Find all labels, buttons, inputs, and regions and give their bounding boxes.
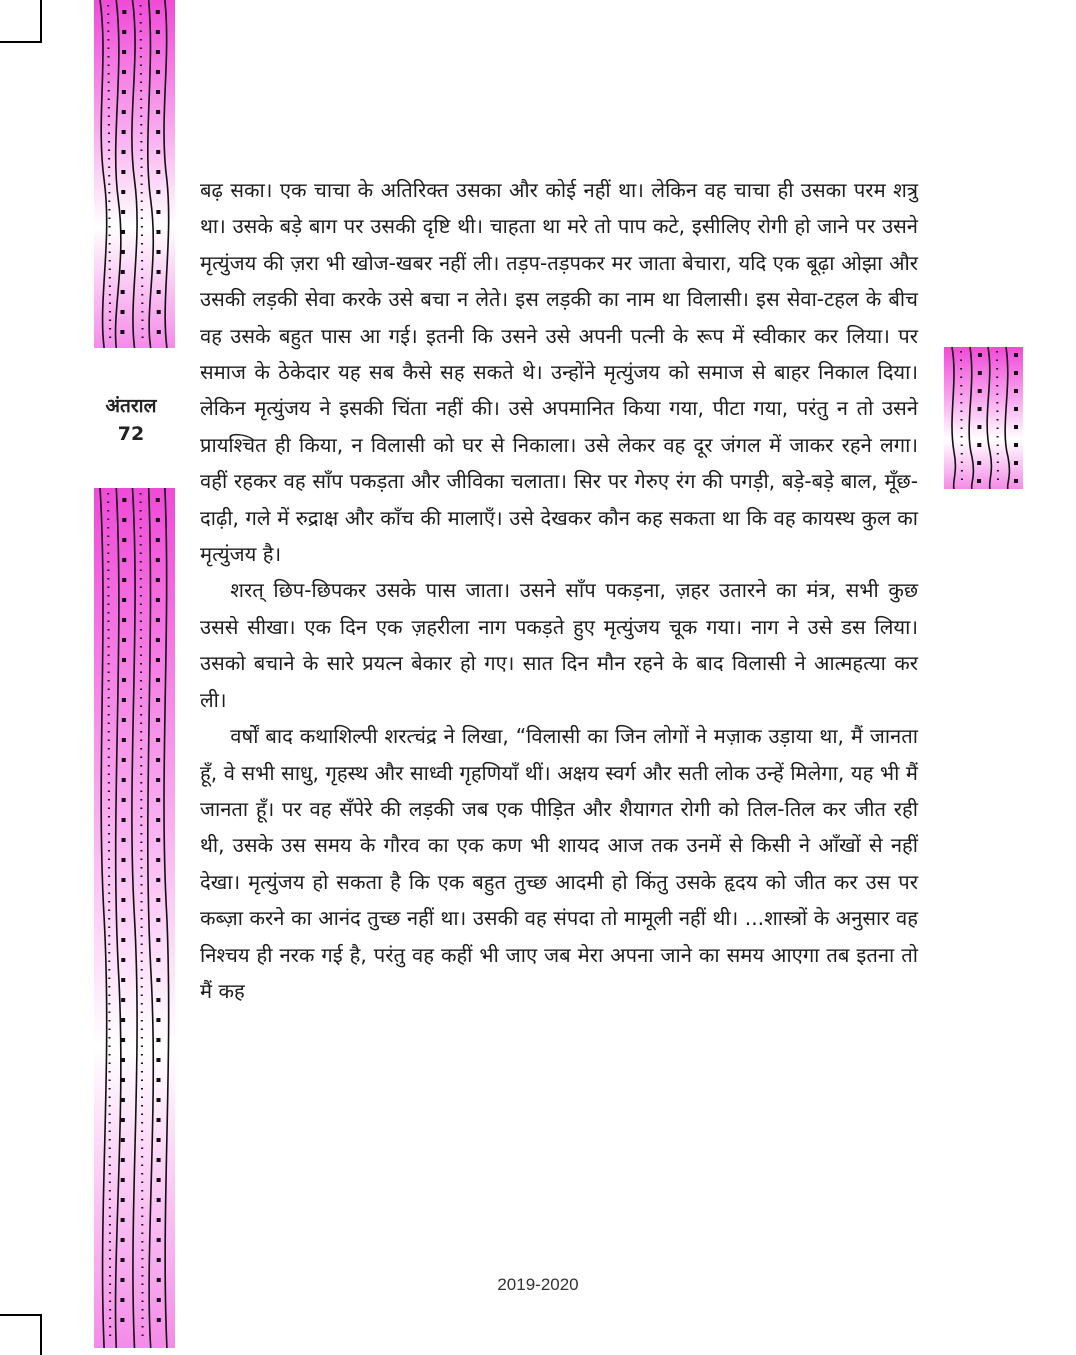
decorative-border-top-left — [94, 0, 175, 348]
paragraph: बढ़ सका। एक चाचा के अतिरिक्त उसका और कोई नहीं था। लेकिन वह चाचा ही उसका परम शत्रु था। उसके बड़े बाग पर उसकी दृष्टि थी। चाहता था मरे तो पाप कटे, इसीलिए रोगी हो जाने पर उसने मृत्युंजय की ज़रा भी खोज-खबर नहीं ली। तड़प-तड़पकर मर जाता बेचारा, यदि एक बूढ़ा ओझा और उसकी लड़की सेवा करके उसे बचा न लेते। इस लड़की का नाम था विलासी। इस सेवा-टहल के बीच वह उसके बहुत पास आ गई। इतनी कि उसने उसे अपनी पत्नी के रूप में स्वीकार कर लिया। पर समाज के ठेकेदार यह सब कैसे सह सकते थे। उन्होंने मृत्युंजय को समाज से बाहर निकाल दिया। लेकिन मृत्युंजय ने इसकी चिंता नहीं की। उसे अपमानित किया गया, पीटा गया, परंतु न तो उसने प्रायश्चित ही किया, न विलासी को घर से निकाला। उसे लेकर वह दूर जंगल में जाकर रहने लगा। वहीं रहकर वह साँप पकड़ता और जीविका चलाता। सिर पर गेरुए रंग की पगड़ी, बड़े-बड़े बाल, मूँछ-दाढ़ी, गले में रुद्राक्ष और काँच की मालाएँ। उसे देखकर कौन कह सकता था कि वह कायस्थ कुल का मृत्युंजय है। — [200, 178, 918, 567]
decorative-border-bottom-left — [94, 488, 175, 1348]
paragraph: वर्षों बाद कथाशिल्पी शरत्चंद्र ने लिखा, “विलासी का जिन लोगों ने मज़ाक उड़ाया था, मैं जानता हूँ, वे सभी साधु, गृहस्थ और साध्वी गृहणियाँ थीं। अक्षय स्वर्ग और सती लोक उन्हें मिलेगा, यह भी मैं जानता हूँ। पर वह सँपेरे की लड़की जब एक पीड़ित और शैयागत रोगी को तिल-तिल कर जीत रही थी, उसके उस समय के गौरव का एक कण भी शायद आज तक उनमें से किसी ने आँखों से नहीं देखा। मृत्युंजय हो सकता है कि एक बहुत तुच्छ आदमी हो किंतु उसके हृदय को जीत कर उस पर कब्ज़ा करने का आनंद तुच्छ नहीं था। उसकी वह संपदा तो मामूली नहीं थी। ...शास्त्रों के अनुसार वह निश्चय ही नरक गई है, परंतु वह कहीं भी जाए जब मेरा अपना जाने का समय आएगा तब इतना तो मैं कह — [200, 724, 918, 1003]
page-label — [86, 392, 176, 448]
page-number: 72 — [117, 423, 145, 445]
crop-mark-bottom-left-vertical — [40, 1314, 42, 1355]
main-text — [200, 172, 918, 1009]
paragraph: शरत् छिप-छिपकर उसके पास जाता। उसने साँप पकड़ना, ज़हर उतारने का मंत्र, सभी कुछ उससे सीखा। एक दिन एक ज़हरीला नाग पकड़ते हुए मृत्युंजय चूक गया। नाग ने उसे डस लिया। उसको बचाने के सारे प्रयत्न बेकार हो गए। सात दिन मौन रहने के बाद विलासी ने आत्महत्या कर ली। — [200, 578, 918, 712]
crop-mark-top-left-horizontal — [0, 41, 42, 43]
crop-mark-bottom-left-horizontal — [0, 1314, 42, 1316]
book-title: अंतराल — [105, 395, 157, 417]
footer-year: 2019-2020 — [497, 1275, 579, 1294]
crop-mark-top-left-vertical — [40, 0, 42, 43]
decorative-border-right — [944, 347, 1023, 489]
